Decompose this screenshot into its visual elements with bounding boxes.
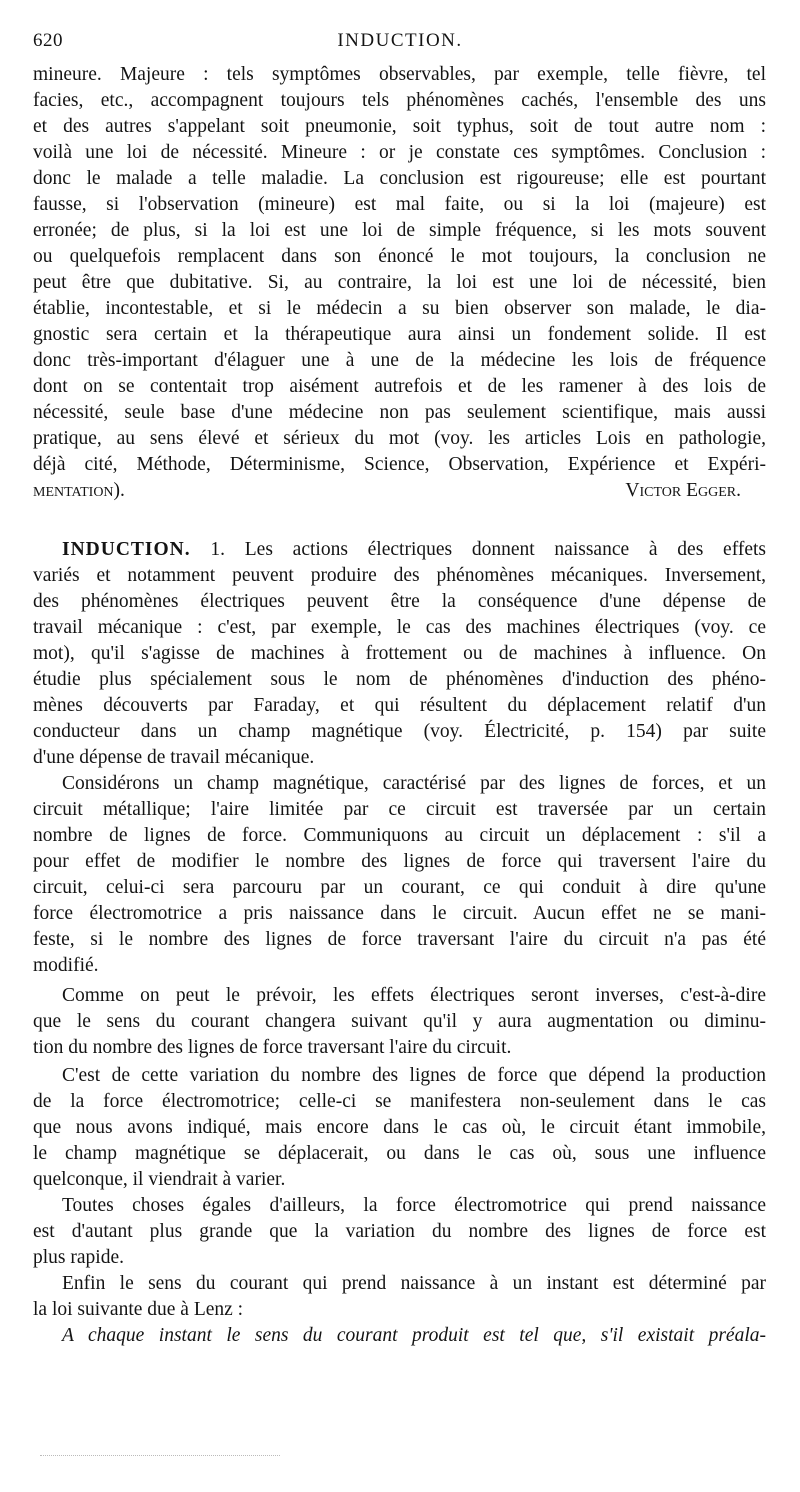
text-line: tion du nombre des lignes de force traversant l'aire du circuit.	[33, 1037, 512, 1058]
text-line: Enfin le sens du courant qui prend naissance à un instant est déterminé par	[62, 1273, 766, 1294]
text-line: déjà cité, Méthode, Déterminisme, Science, Observation, Expérience et Expéri-	[33, 454, 766, 475]
text-line: circuit, celui-ci sera parcouru par un courant, ce qui conduit à dire qu'une	[33, 877, 766, 898]
text-line: la loi suivante due à Lenz :	[33, 1299, 244, 1320]
text-line: voilà une loi de nécessité. Mineure : or je constate ces symptômes. Conclusion :	[33, 142, 766, 163]
text-line: ou quelquefois remplacent dans son énoncé le mot toujours, la conclusion ne	[33, 246, 766, 267]
text-line: étudie plus spécialement sous le nom de phénomènes d'induction des phéno-	[33, 669, 766, 690]
entry-heading-line: INDUCTION. 1. Les actions électriques donnent naissance à des effets	[62, 539, 766, 560]
text-line: mineure. Majeure : tels symptômes observables, par exemple, telle fièvre, tel	[33, 64, 766, 85]
text-line: d'une dépense de travail mécanique.	[33, 747, 315, 768]
text-line: erronée; de plus, si la loi est une loi de simple fréquence, si les mots souvent	[33, 220, 766, 241]
text-line: circuit métallique; l'aire limitée par ce circuit est traversée par un certain	[33, 799, 766, 820]
text-line: facies, etc., accompagnent toujours tels phénomènes cachés, l'ensemble des uns	[33, 90, 766, 111]
text-line: Comme on peut le prévoir, les effets électriques seront inverses, c'est-à-dire	[62, 985, 766, 1006]
text-line: conducteur dans un champ magnétique (voy. Électricité, p. 154) par suite	[33, 721, 766, 742]
footer-rule	[40, 1455, 280, 1457]
text-line: pratique, au sens élevé et sérieux du mot (voy. les articles Lois en pathologie,	[33, 428, 766, 449]
text-line: le champ magnétique se déplacerait, ou dans le cas où, sous une influence	[33, 1143, 766, 1164]
text-line: Considérons un champ magnétique, caractérisé par des lignes de forces, et un	[62, 773, 766, 794]
text-line: donc le malade a telle maladie. La conclusion est rigoureuse; elle est pourtant	[33, 168, 766, 189]
text-line: quelconque, il viendrait à varier.	[33, 1169, 286, 1190]
text-line: C'est de cette variation du nombre des lignes de force que dépend la production	[62, 1065, 766, 1086]
running-head: INDUCTION.	[337, 30, 463, 51]
entry-headword: INDUCTION.	[62, 539, 191, 560]
text-line: de la force électromotrice; celle-ci se manifestera non-seulement dans le cas	[33, 1091, 766, 1112]
text-line: mot), qu'il s'agisse de machines à frottement ou de machines à influence. On	[33, 643, 766, 664]
text-line: des phénomènes électriques peuvent être la conséquence d'une dépense de	[33, 591, 766, 612]
text-line: dont on se contentait trop aisément autrefois et de les ramener à des lois de	[33, 376, 766, 397]
text-line: établie, incontestable, et si le médecin a su bien observer son malade, le dia-	[33, 298, 766, 319]
text-line: et des autres s'appelant soit pneumonie, soit typhus, soit de tout autre nom :	[33, 116, 766, 137]
text-line: fausse, si l'observation (mineure) est mal faite, ou si la loi (majeure) est	[33, 194, 766, 215]
text-line: que le sens du courant changera suivant qu'il y aura augmentation ou diminu-	[33, 1011, 766, 1032]
text-line: mentation).	[33, 480, 125, 501]
text-line: force électromotrice a pris naissance dans le circuit. Aucun effet ne se mani-	[33, 903, 766, 924]
text-line: nécessité, seule base d'une médecine non pas seulement scientifique, mais aussi	[33, 402, 766, 423]
text-line: donc très-important d'élaguer une à une de la médecine les lois de fréquence	[33, 350, 766, 371]
page-number: 620	[33, 30, 63, 51]
text-line: feste, si le nombre des lignes de force traversant l'aire du circuit n'a pas été	[33, 929, 766, 950]
text-line: est d'autant plus grande que la variation du nombre des lignes de force est	[33, 1221, 766, 1242]
text-line: Toutes choses égales d'ailleurs, la force électromotrice qui prend naissance	[62, 1195, 766, 1216]
text-line: nombre de lignes de force. Communiquons au circuit un déplacement : s'il a	[33, 825, 766, 846]
text-line: plus rapide.	[33, 1247, 124, 1268]
text-line: variés et notamment peuvent produire des phénomènes mécaniques. Inversement,	[33, 565, 766, 586]
author-signature: Victor Egger.	[625, 480, 741, 501]
page-header	[33, 30, 767, 58]
text-line: travail mécanique : c'est, par exemple, le cas des machines électriques (voy. ce	[33, 617, 766, 638]
text-line: gnostic sera certain et la thérapeutique aura ainsi un fondement solide. Il est	[33, 324, 766, 345]
text-line: mènes découverts par Faraday, et qui résultent du déplacement relatif d'un	[33, 695, 766, 716]
text-line: pour effet de modifier le nombre des lignes de force qui traversent l'aire du	[33, 851, 766, 872]
text-line: modifié.	[33, 955, 99, 976]
text-line: peut être que dubitative. Si, au contraire, la loi est une loi de nécessité, bien	[33, 272, 766, 293]
text-line: que nous avons indiqué, mais encore dans le cas où, le circuit étant immobile,	[33, 1117, 766, 1138]
law-statement-line: A chaque instant le sens du courant produit est tel que, s'il existait préala-	[62, 1325, 766, 1346]
